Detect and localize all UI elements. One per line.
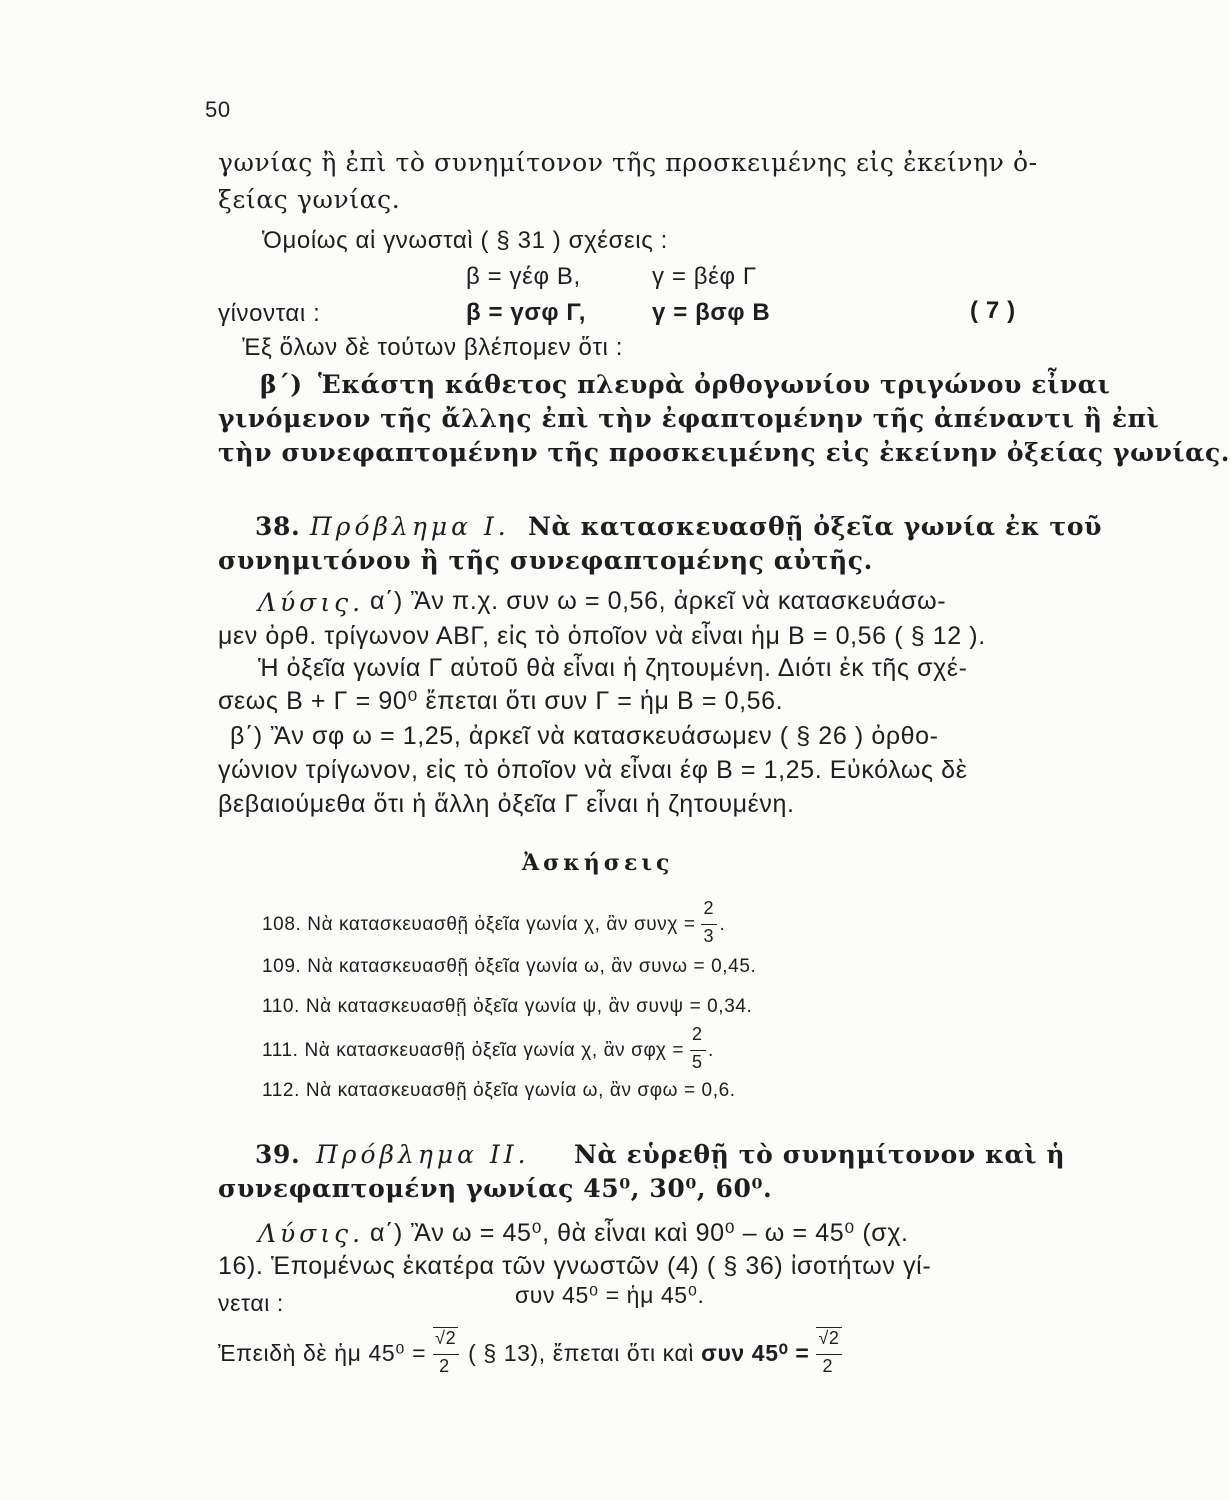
solution-label: Λύσις. xyxy=(258,588,365,617)
become-label: γίνονται : xyxy=(218,300,321,327)
exercises-heading: Ἀσκήσεις xyxy=(522,850,674,876)
fraction xyxy=(433,1328,461,1377)
exercise-tail: . xyxy=(707,1040,714,1061)
solution-line: μεν ὀρθ. τρίγωνον ΑΒΓ, εἰς τὸ ὁποῖον νὰ εἶναι ἡμ Β = 0,56 ( § 12 ). xyxy=(218,622,986,650)
exercise-text: 108. Νὰ κατασκευασθῇ ὀξεῖα γωνία χ, ἂν συνχ = xyxy=(262,914,696,935)
beta-line: γινόμενον τῆς ἄλλης ἐπὶ τὴν ἐφαπτομένην τῆς ἀπέναντι ἢ ἐπὶ xyxy=(218,404,1160,433)
since-ref: ( § 13), ἔπεται ὅτι καὶ xyxy=(468,1340,695,1366)
section-39-title: Νὰ εὑρεθῇ τὸ συνημίτονον καὶ ἡ xyxy=(574,1140,1066,1169)
fraction-denominator: 2 xyxy=(822,1356,834,1377)
solution-line: 16). Ἑπομένως ἑκατέρα τῶν γνωστῶν (4) ( § 36) ἰσοτήτων γί- xyxy=(218,1252,932,1280)
root-numerator: √2 xyxy=(435,1328,457,1349)
relation-2b: γ = βσφ Β xyxy=(652,299,771,326)
section-38-label: Πρόβλημα Ι. xyxy=(310,512,510,541)
paragraph-line: γωνίας ἢ ἐπὶ τὸ συνημίτονον τῆς προσκειμένης εἰς ἐκείνην ὀ- xyxy=(218,148,1038,177)
relation-1a: β = γέφ Β, xyxy=(466,263,581,290)
since-text: Ἐπειδὴ δὲ ἡμ 45⁰ = xyxy=(218,1340,427,1366)
solution-line: α΄) Ἂν π.χ. συν ω = 0,56, ἀρκεῖ νὰ κατασκευάσω- xyxy=(370,587,947,615)
solution-label: Λύσις. xyxy=(258,1219,365,1248)
conclusion: συν 45⁰ = xyxy=(701,1340,810,1366)
equation-number: ( 7 ) xyxy=(970,297,1016,324)
page-number: 50 xyxy=(205,97,231,122)
solution-line: γώνιον τρίγωνον, εἰς τὸ ὁποῖον νὰ εἶναι έφ Β = 1,25. Εὐκόλως δὲ xyxy=(218,756,968,784)
fraction-numerator: 2 xyxy=(691,1024,703,1045)
fraction xyxy=(690,1024,708,1073)
solution-equation: συν 45⁰ = ἡμ 45⁰. xyxy=(515,1282,705,1308)
section-38-title-line2: συνημιτόνου ἢ τῆς συνεφαπτομένης αὐτῆς. xyxy=(218,546,873,575)
root-numerator: √2 xyxy=(818,1328,840,1349)
solution-line: σεως Β + Γ = 90⁰ ἔπεται ὅτι συν Γ = ἡμ Β = 0,56. xyxy=(218,687,784,715)
exercise-text: 111. Νὰ κατασκευασθῇ ὀξεῖα γωνία χ, ἂν σφχ = xyxy=(262,1040,685,1061)
solution-line: α΄) Ἂν ω = 45⁰, θὰ εἶναι καὶ 90⁰ – ω = 45⁰ (σχ. xyxy=(370,1219,909,1247)
from-all-line: Ἐξ ὅλων δὲ τούτων βλέπομεν ὅτι : xyxy=(242,334,624,361)
relation-2a: β = γσφ Γ, xyxy=(466,299,587,326)
exercise-item xyxy=(262,898,726,947)
exercise-item xyxy=(262,1024,714,1073)
solution-line: β΄) Ἂν σφ ω = 1,25, ἀρκεῖ νὰ κατασκευάσωμεν ( § 26 ) ὀρθο- xyxy=(230,722,939,750)
beta-line: τὴν συνεφαπτομένην τῆς προσκειμένης εἰς ἐκείνην ὀξείας γωνίας. xyxy=(218,438,1230,467)
exercise-tail: . xyxy=(719,914,726,935)
beta-marker: β΄) xyxy=(260,370,303,399)
exercise-item: 112. Νὰ κατασκευασθῇ ὀξεῖα γωνία ω, ἂν σφω = 0,6. xyxy=(262,1080,736,1101)
fraction-numerator: 2 xyxy=(703,898,715,919)
fraction xyxy=(701,898,719,947)
exercise-item: 109. Νὰ κατασκευασθῇ ὀξεῖα γωνία ω, ἂν συνω = 0,45. xyxy=(262,956,757,977)
solution-line-label: νεται : xyxy=(218,1290,284,1316)
exercise-item: 110. Νὰ κατασκευασθῇ ὀξεῖα γωνία ψ, ἂν συνψ = 0,34. xyxy=(262,996,753,1017)
section-38-title: Νὰ κατασκευασθῇ ὀξεῖα γωνία ἐκ τοῦ xyxy=(528,512,1103,541)
solution-line: βεβαιούμεθα ὅτι ἡ ἄλλη ὀξεῖα Γ εἶναι ἡ ζητουμένη. xyxy=(218,790,795,818)
similar-intro: Ὁμοίως αἱ γνωσταὶ ( § 31 ) σχέσεις : xyxy=(262,227,668,254)
relation-1b: γ = βέφ Γ xyxy=(652,263,757,290)
beta-line: Ἑκάστη κάθετος πλευρὰ ὀρθογωνίου τριγώνου εἶναι xyxy=(318,370,1111,399)
paragraph-line: ξείας γωνίας. xyxy=(218,185,401,214)
section-39-title-line2: συνεφαπτομένη γωνίας 45⁰, 30⁰, 60⁰. xyxy=(218,1174,773,1203)
since-line xyxy=(218,1328,844,1377)
fraction-denominator: 2 xyxy=(439,1356,450,1377)
solution-line: Ἡ ὀξεῖα γωνία Γ αὐτοῦ θὰ εἶναι ἡ ζητουμένη. Διότι ἐκ τῆς σχέ- xyxy=(258,654,968,682)
section-39-number: 39. xyxy=(255,1140,301,1169)
section-39-label: Πρόβλημα ΙΙ. xyxy=(316,1140,530,1169)
fraction-denominator: 3 xyxy=(703,926,715,947)
section-38-number: 38. xyxy=(255,512,301,541)
fraction-denominator: 5 xyxy=(691,1052,703,1073)
fraction xyxy=(816,1328,844,1377)
